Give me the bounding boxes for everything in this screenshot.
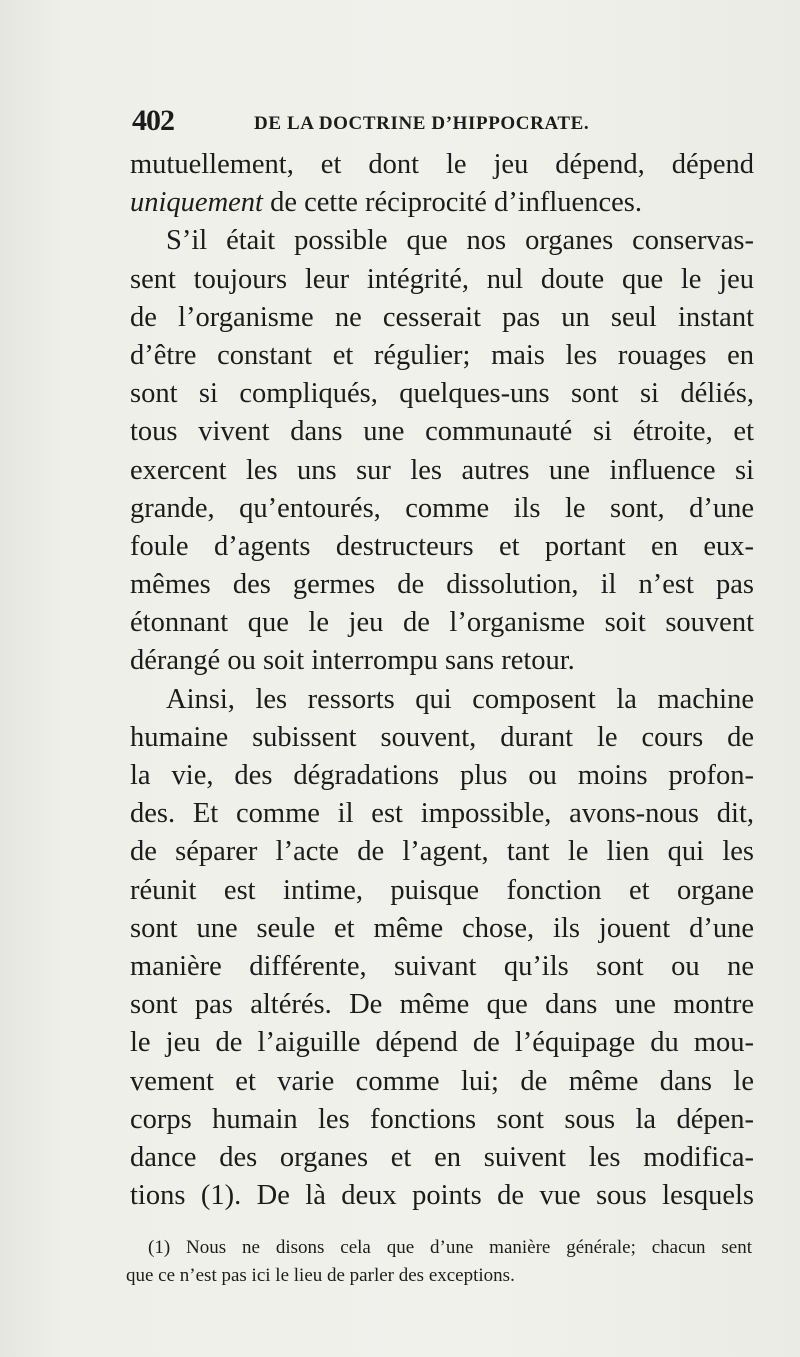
text-line: tions (1). De là deux points de vue sous lesquels (130, 1180, 754, 1212)
text-line: vement et varie comme lui; de même dans le (130, 1065, 754, 1097)
text-line: étonnant que le jeu de l’organisme soit souvent (130, 607, 754, 639)
text-line: foule d’agents destructeurs et portant en eux- (130, 530, 754, 562)
body-text (130, 146, 754, 1215)
text-line: sent toujours leur intégrité, nul doute que le jeu (130, 263, 754, 295)
text-line: sont si compliqués, quelques-uns sont si déliés, (130, 378, 754, 410)
text-span: de cette réciprocité d’influences. (262, 187, 642, 219)
text-line: tous vivent dans une communauté si étroite, et (130, 416, 754, 448)
text-line: corps humain les fonctions sont sous la dépen- (130, 1103, 754, 1135)
paragraph-first-line: Ainsi, les ressorts qui composent la machine (166, 683, 754, 715)
text-line: humaine subissent souvent, durant le cours de (130, 721, 754, 753)
text-line: dance des organes et en suivent les modifica- (130, 1141, 754, 1173)
emphasis-word: uniquement (130, 187, 263, 219)
text-line: mêmes des germes de dissolution, il n’est pas (130, 569, 754, 601)
footnote-line: que ce n’est pas ici le lieu de parler des exceptions. (126, 1265, 515, 1286)
text-line: mutuellement, et dont le jeu dépend, dépend (130, 149, 754, 180)
text-line: manière différente, suivant qu’ils sont ou ne (130, 950, 754, 982)
page-number: 402 (132, 104, 174, 137)
text-line (130, 184, 754, 222)
text-line: d’être constant et régulier; mais les rouages en (130, 339, 754, 371)
text-line: de séparer l’acte de l’agent, tant le lien qui les (130, 836, 754, 868)
text-line: de l’organisme ne cesserait pas un seul instant (130, 301, 754, 333)
text-line: des. Et comme il est impossible, avons-nous dit, (130, 798, 754, 830)
text-line: exercent les uns sur les autres une influence si (130, 454, 754, 486)
paragraph-first-line: S’il était possible que nos organes conservas- (166, 225, 754, 257)
text-line: la vie, des dégradations plus ou moins profon- (130, 760, 754, 791)
text-line: sont pas altérés. De même que dans une montre (130, 989, 754, 1021)
text-line: réunit est intime, puisque fonction et organe (130, 874, 754, 906)
running-title: DE LA DOCTRINE D’HIPPOCRATE. (254, 113, 590, 134)
text-line: grande, qu’entourés, comme ils le sont, d’une (130, 492, 754, 524)
footnote-line: (1) Nous ne disons cela que d’une manière générale; chacun sent (148, 1237, 752, 1258)
text-line: sont une seule et même chose, ils jouent d’une (130, 912, 754, 944)
running-header (132, 104, 752, 144)
footnote (126, 1234, 752, 1290)
text-line: dérangé ou soit interrompu sans retour. (130, 645, 575, 677)
text-line: le jeu de l’aiguille dépend de l’équipage du mou- (130, 1027, 754, 1059)
